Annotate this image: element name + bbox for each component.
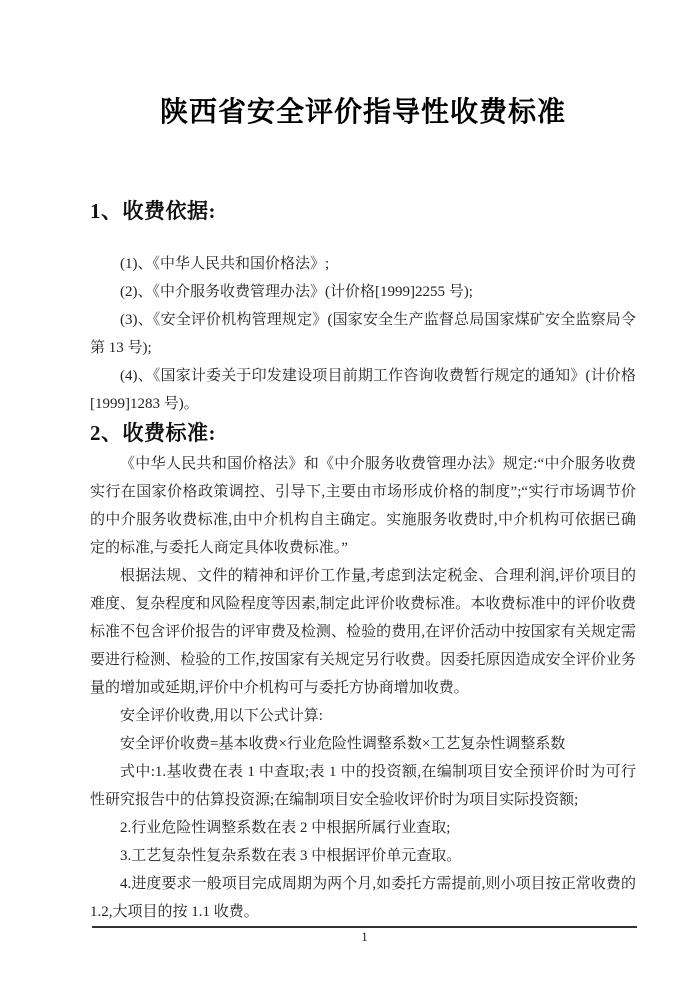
formula-intro-line: 安全评价收费,用以下公式计算: xyxy=(120,708,323,724)
formula-line: 安全评价收费=基本收费×行业危险性调整系数×工艺复杂性调整系数 xyxy=(120,736,566,752)
page-number: 1 xyxy=(361,929,368,944)
standards-paragraph-regulations: 《中华人民共和国价格法》和《中介服务收费管理办法》规定:“中介服务收费实行在国家价格政策调控、引导下,主要由市场形成价格的制度”;“实行市场调节价的中介服务收费标准,由中介机构自主确定。实施服务收费时,中介机构可依据已确定的标准,与委托人商定具体收费标准。” xyxy=(90,456,636,556)
section-2-heading: 2、收费标准: xyxy=(90,421,216,445)
formula-note-1: 式中:1.基收费在表 1 中查取;表 1 中的投资额,在编制项目安全预评价时为可行性研究报告中的估算投资源;在编制项目安全验收评价时为项目实际投资额; xyxy=(90,764,636,808)
standards-paragraph-basis: 根据法规、文件的精神和评价工作量,考虑到法定税金、合理利润,评价项目的难度、复杂程度和风险程度等因素,制定此评价收费标准。本收费标准中的评价收费标准不包含评价报告的评审费及检测、检验的费用,在评价活动中按国家有关规定需要进行检测、检验的工作,按国家有关规定另行收费。因委托原因造成安全评价业务量的增加或延期,评价中介机构可与委托方协商增加收费。 xyxy=(90,568,636,696)
document-title: 陕西省安全评价指导性收费标准 xyxy=(159,97,566,128)
formula-note-2: 2.行业危险性调整系数在表 2 中根据所属行业查取; xyxy=(120,820,451,836)
basis-item-2: (2)、《中介服务收费管理办法》(计价格[1999]2255 号); xyxy=(120,284,473,300)
section-1-heading: 1、收费依据: xyxy=(90,199,216,223)
formula-note-3: 3.工艺复杂性复杂系数在表 3 中根据评价单元查取。 xyxy=(120,848,462,864)
formula-note-4: 4.进度要求一般项目完成周期为两个月,如委托方需提前,则小项目按正常收费的 1.2,大项目的按 1.1 收费。 xyxy=(90,876,636,920)
footer-divider xyxy=(92,926,637,928)
basis-item-4: (4)、《国家计委关于印发建设项目前期工作咨询收费暂行规定的通知》(计价格[1999]1283 号)。 xyxy=(90,368,636,412)
basis-item-1: (1)、《中华人民共和国价格法》; xyxy=(120,256,330,272)
page-content xyxy=(90,96,636,926)
basis-item-3: (3)、《安全评价机构管理规定》(国家安全生产监督总局国家煤矿安全监察局令第 13 号); xyxy=(90,312,636,356)
